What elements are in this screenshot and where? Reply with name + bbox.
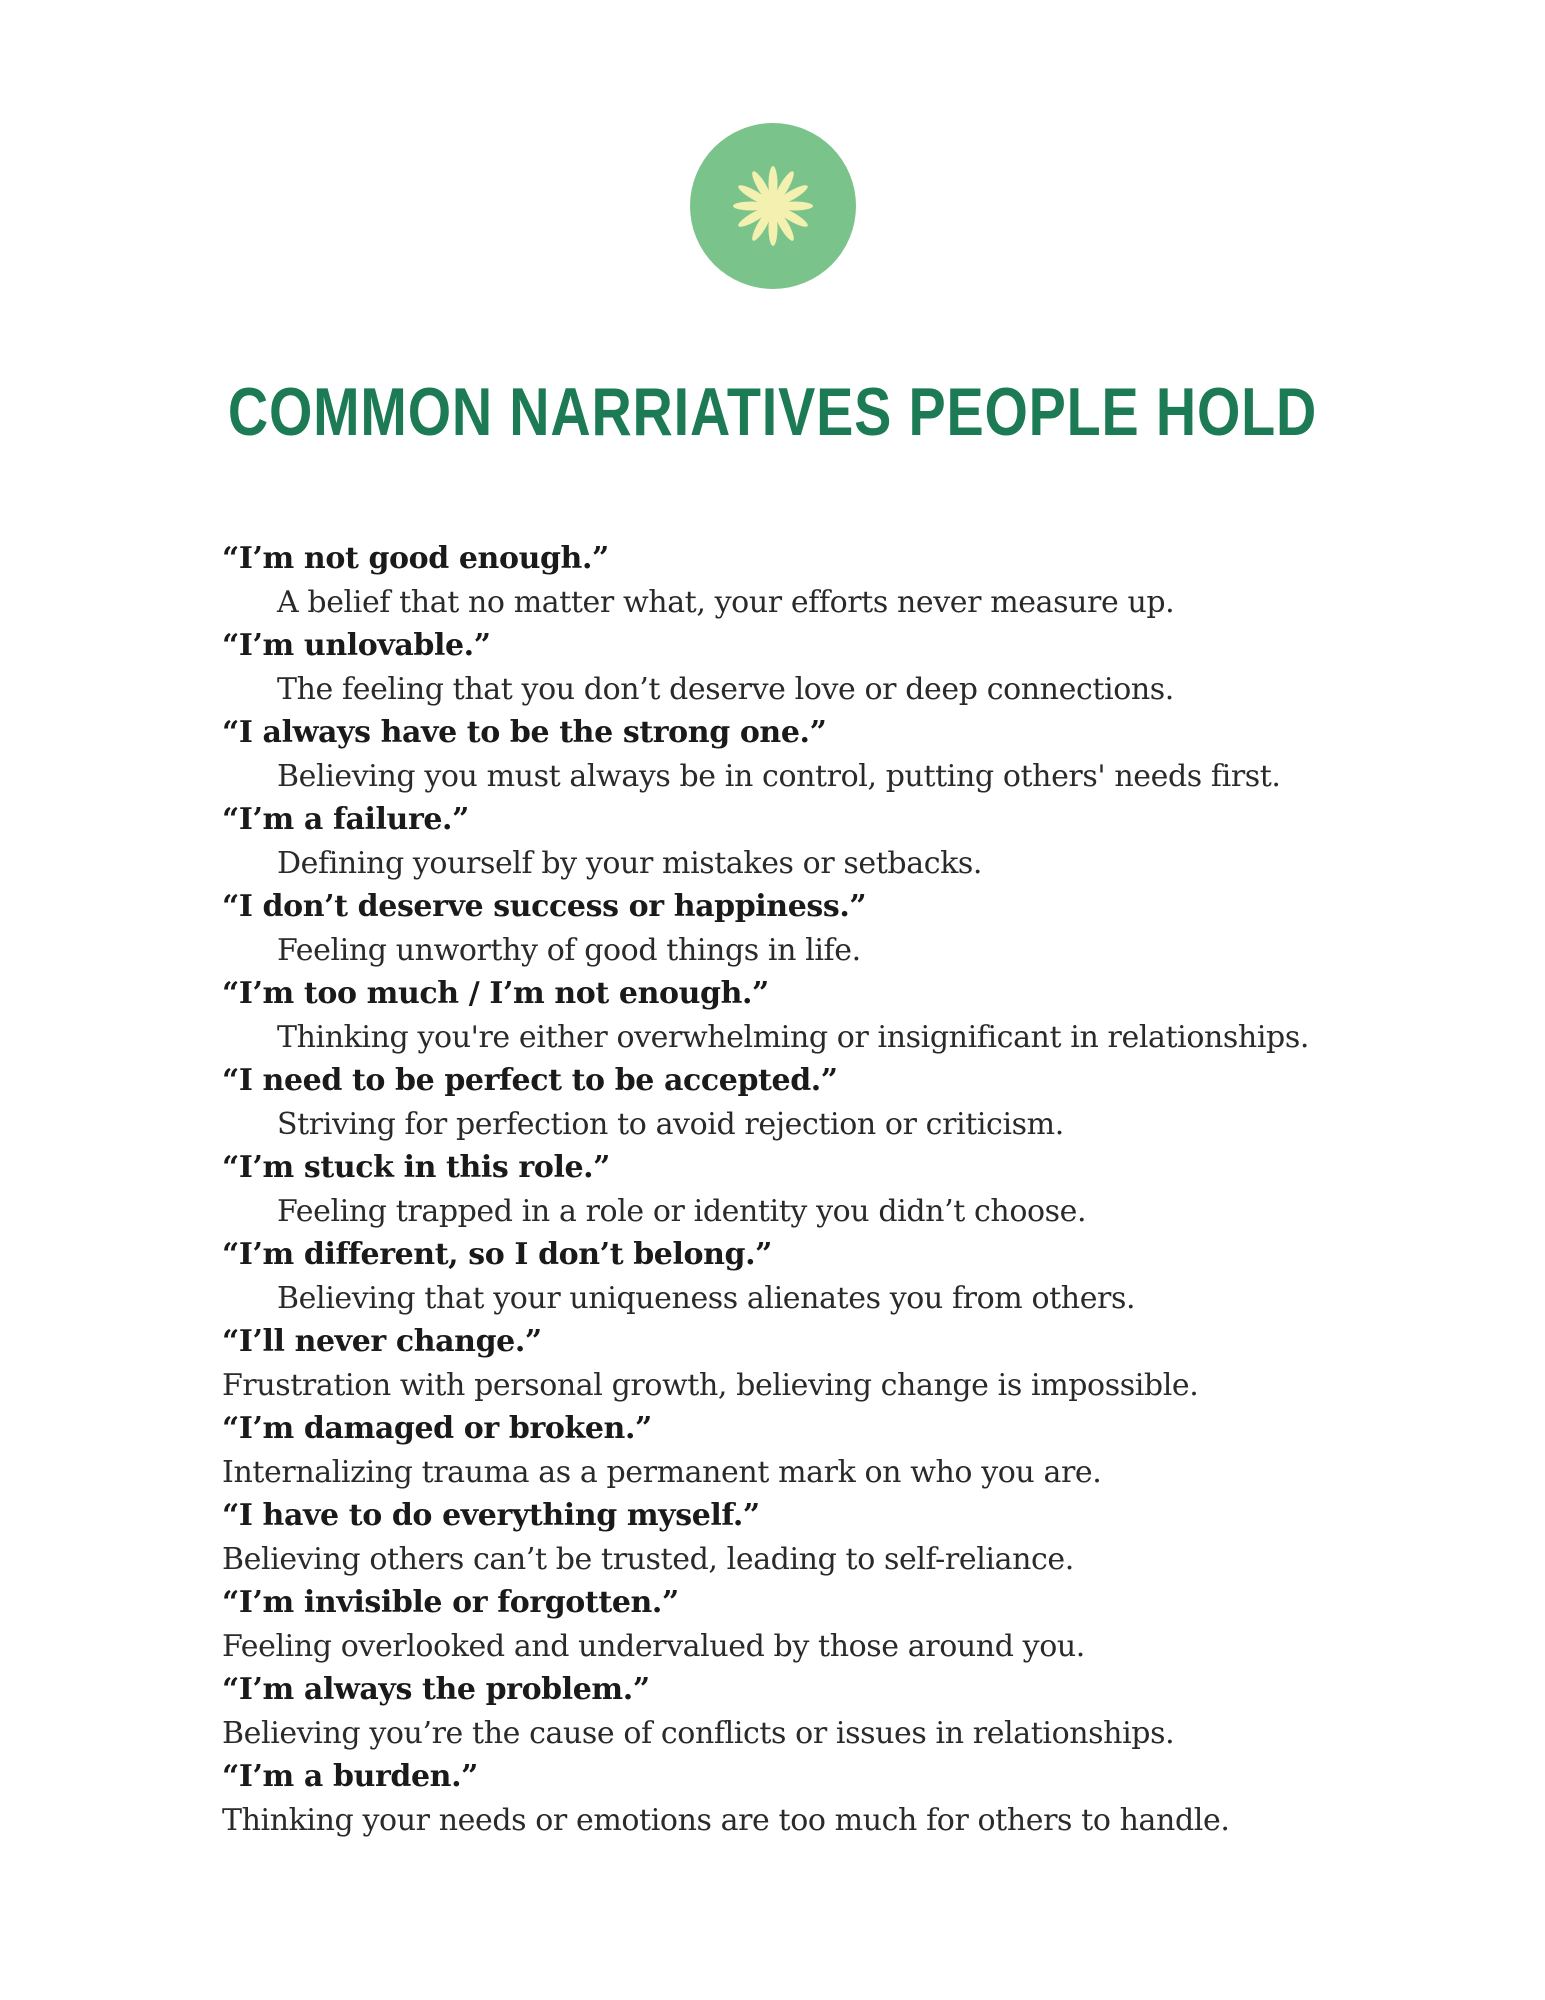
narrative-phrase: “I don’t deserve success or happiness.” xyxy=(222,889,867,924)
narrative-phrase: “I always have to be the strong one.” xyxy=(222,715,827,750)
narrative-phrase: “I’ll never change.” xyxy=(222,1324,542,1359)
narrative-item xyxy=(222,1407,1402,1494)
narrative-phrase: “I’m a burden.” xyxy=(222,1759,478,1794)
narrative-description: Striving for perfection to avoid rejection or criticism. xyxy=(277,1107,1064,1142)
narrative-description: Believing you’re the cause of conflicts or issues in relationships. xyxy=(222,1716,1175,1751)
narrative-phrase: “I’m too much / I’m not enough.” xyxy=(222,976,769,1011)
narrative-item xyxy=(222,1581,1402,1668)
narrative-phrase: “I’m damaged or broken.” xyxy=(222,1411,652,1446)
daisy-flower-icon xyxy=(690,123,856,289)
narrative-description: Believing others can’t be trusted, leading to self-reliance. xyxy=(222,1542,1074,1577)
narrative-item xyxy=(222,972,1402,1059)
narrative-phrase: “I’m stuck in this role.” xyxy=(222,1150,611,1185)
page-title: COMMON NARRIATIVES PEOPLE HOLD xyxy=(227,374,1318,450)
narrative-description: The feeling that you don’t deserve love or deep connections. xyxy=(277,672,1174,707)
narrative-description: A belief that no matter what, your efforts never measure up. xyxy=(277,585,1175,620)
narrative-item xyxy=(222,624,1402,711)
narrative-phrase: “I need to be perfect to be accepted.” xyxy=(222,1063,838,1098)
narrative-item xyxy=(222,1233,1402,1320)
narrative-item xyxy=(222,1059,1402,1146)
narrative-item xyxy=(222,885,1402,972)
narrative-description: Thinking you're either overwhelming or insignificant in relationships. xyxy=(277,1020,1309,1055)
narrative-description: Internalizing trauma as a permanent mark on who you are. xyxy=(222,1455,1102,1490)
narrative-item xyxy=(222,1320,1402,1407)
narrative-description: Defining yourself by your mistakes or setbacks. xyxy=(277,846,983,881)
daisy-center xyxy=(768,201,778,211)
narrative-description: Feeling trapped in a role or identity you didn’t choose. xyxy=(277,1194,1087,1229)
narrative-item xyxy=(222,798,1402,885)
narrative-description: Feeling overlooked and undervalued by those around you. xyxy=(222,1629,1085,1664)
narrative-phrase: “I’m a failure.” xyxy=(222,802,469,837)
narrative-item xyxy=(222,1146,1402,1233)
narrative-item xyxy=(222,1668,1402,1755)
logo-badge xyxy=(690,123,856,289)
narrative-phrase: “I’m different, so I don’t belong.” xyxy=(222,1237,772,1272)
narrative-description: Thinking your needs or emotions are too much for others to handle. xyxy=(222,1803,1230,1838)
narrative-description: Feeling unworthy of good things in life. xyxy=(277,933,861,968)
narrative-description: Believing that your uniqueness alienates you from others. xyxy=(277,1281,1136,1316)
narrative-description: Believing you must always be in control, putting others' needs first. xyxy=(277,759,1281,794)
narrative-item xyxy=(222,537,1402,624)
narratives-list xyxy=(222,537,1402,1842)
narrative-item xyxy=(222,1755,1402,1842)
narrative-phrase: “I’m invisible or forgotten.” xyxy=(222,1585,679,1620)
narrative-description: Frustration with personal growth, believing change is impossible. xyxy=(222,1368,1199,1403)
narrative-phrase: “I’m unlovable.” xyxy=(222,628,491,663)
narrative-phrase: “I’m not good enough.” xyxy=(222,541,609,576)
narrative-phrase: “I have to do everything myself.” xyxy=(222,1498,760,1533)
narrative-phrase: “I’m always the problem.” xyxy=(222,1672,650,1707)
narrative-item xyxy=(222,711,1402,798)
narrative-item xyxy=(222,1494,1402,1581)
